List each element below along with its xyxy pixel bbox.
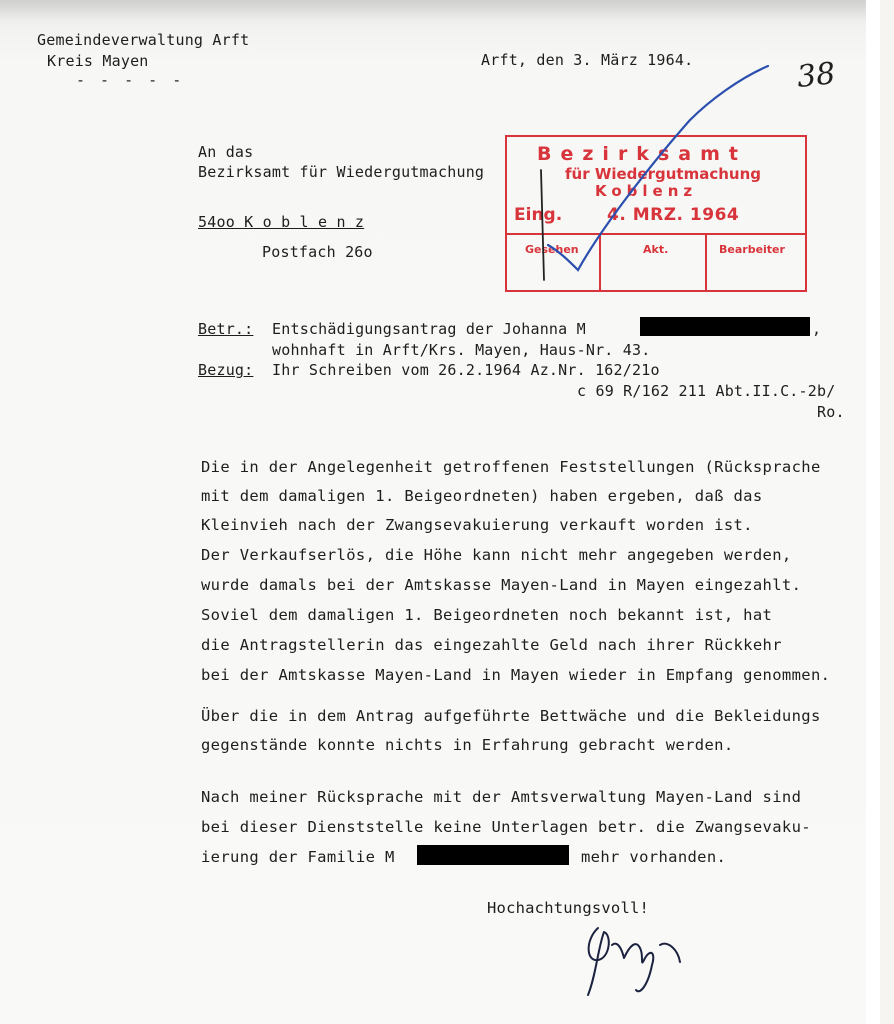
reference-label: Bezug: — [198, 361, 254, 379]
sender-rule: - - - - - — [76, 71, 185, 89]
stamp-title: Bezirksamt — [537, 143, 747, 165]
stamp-received-label: Eing. — [514, 205, 563, 225]
recipient-line-2: Bezirksamt für Wiedergutmachung — [198, 163, 485, 181]
signature-icon — [588, 928, 680, 995]
recipient-postbox: Postfach 26o — [262, 243, 373, 261]
salutation: Hochachtungsvoll! — [487, 899, 650, 917]
body-line: Über die in dem Antrag aufgeführte Bettwäche und die Bekleidungs — [201, 707, 821, 725]
body-line: Soviel dem damaligen 1. Beigeordneten noch bekannt ist, hat — [201, 606, 773, 624]
recipient-line-1: An das — [198, 143, 254, 161]
body-line: Der Verkaufserlös, die Höhe kann nicht mehr angegeben werden, — [201, 546, 792, 564]
body-line: Die in der Angelegenheit getroffenen Feststellungen (Rücksprache — [201, 458, 821, 476]
stamp-received-date: 4. MRZ. 1964 — [607, 205, 740, 225]
reference-line-2: c 69 R/162 211 Abt.II.C.-2b/ — [577, 382, 836, 400]
stamp-subtitle: für Wiedergutmachung — [565, 165, 761, 183]
body-line: gegenstände konnte nichts in Erfahrung gebracht werden. — [201, 736, 734, 754]
stamp-cell-clerk: Bearbeiter — [719, 243, 785, 256]
sender-line-1: Gemeindeverwaltung Arft — [37, 31, 250, 49]
stamp-cell-file: Akt. — [643, 243, 669, 256]
body-line: bei der Amtskasse Mayen-Land in Mayen wieder in Empfang genommen. — [201, 666, 831, 684]
place-date: Arft, den 3. März 1964. — [481, 51, 694, 69]
page-number: 38 — [795, 56, 837, 95]
reference-line-1: Ihr Schreiben vom 26.2.1964 Az.Nr. 162/21o — [272, 361, 660, 379]
sender-line-2: Kreis Mayen — [47, 52, 149, 70]
checkmark-icon — [548, 66, 768, 270]
reference-line-3: Ro. — [817, 403, 845, 421]
recipient-city: 54oo K o b l e n z — [198, 213, 365, 231]
body-line: Kleinvieh nach der Zwangsevakuierung verkauft worden ist. — [201, 516, 753, 534]
scan-edge — [866, 0, 880, 1024]
subject-line-1-end: , — [812, 320, 822, 338]
body-line: die Antragstellerin das eingezahlte Geld nach ihrer Rückkehr — [201, 636, 782, 654]
closing-line-3-end: mehr vorhanden. — [581, 848, 727, 866]
subject-label: Betr.: — [198, 320, 254, 338]
subject-line-1: Entschädigungsantrag der Johanna M — [272, 320, 586, 338]
closing-line-2: bei dieser Dienststelle keine Unterlagen betr. die Zwangsevaku- — [201, 818, 811, 836]
body-line: wurde damals bei der Amtskasse Mayen-Land in Mayen eingezahlt. — [201, 576, 802, 594]
stamp-cell-seen: Gesehen — [525, 243, 579, 256]
stamp-city: Koblenz — [595, 182, 698, 200]
closing-line-3-start: ierung der Familie M — [201, 848, 395, 866]
subject-line-2: wohnhaft in Arft/Krs. Mayen, Haus-Nr. 43. — [272, 341, 651, 359]
body-line: mit dem damaligen 1. Beigeordneten) haben ergeben, daß das — [201, 487, 763, 505]
closing-line-1: Nach meiner Rücksprache mit der Amtsverwaltung Mayen-Land sind — [201, 788, 802, 806]
checkmark-icon — [541, 170, 544, 280]
